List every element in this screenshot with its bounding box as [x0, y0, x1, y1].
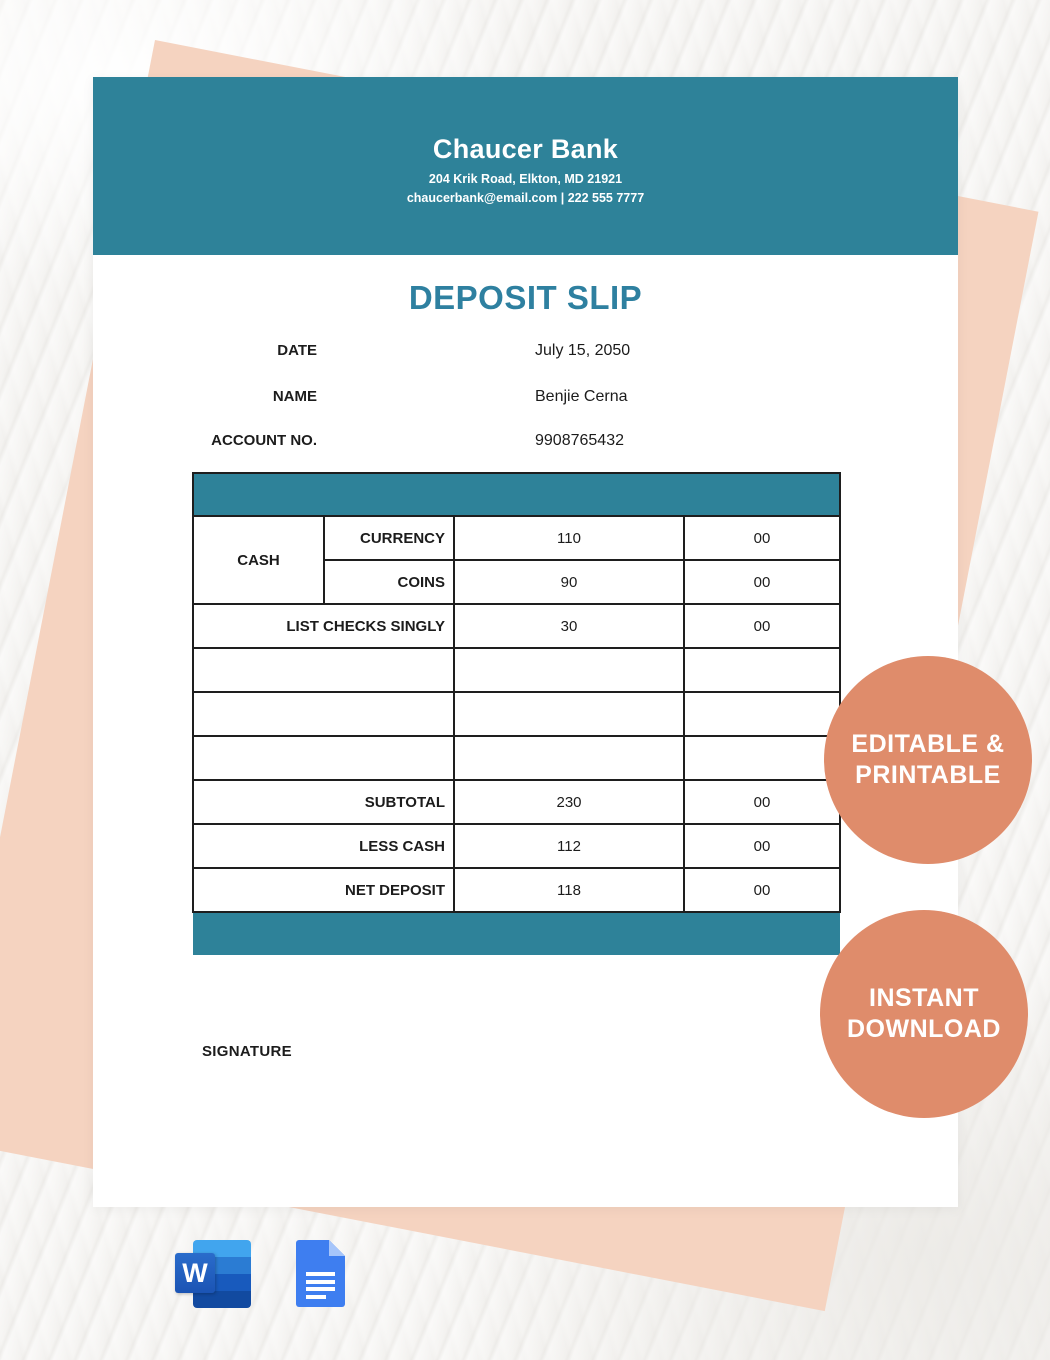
- table-row: [193, 824, 840, 868]
- row-amount: 30: [454, 604, 684, 648]
- page-title: DEPOSIT SLIP: [408, 279, 643, 316]
- word-letter-badge: W: [175, 1253, 215, 1293]
- table-row: [193, 868, 840, 912]
- name-value: Benjie Cerna: [535, 388, 628, 405]
- table-row: [193, 692, 840, 736]
- cash-group-label: CASH: [193, 516, 324, 604]
- row-label: CURRENCY: [324, 516, 454, 560]
- row-amount: [454, 692, 684, 736]
- row-cents: 00: [684, 516, 840, 560]
- field-row-date: [93, 342, 958, 362]
- google-docs-text-lines: [306, 1272, 335, 1299]
- field-row-account: [93, 432, 958, 452]
- field-row-name: [93, 388, 958, 408]
- account-value: 9908765432: [535, 432, 624, 449]
- badge-line: EDITABLE &: [851, 730, 1005, 758]
- bank-name: Chaucer Bank: [432, 134, 619, 164]
- name-label: NAME: [272, 388, 317, 405]
- table-row: [193, 780, 840, 824]
- date-label: DATE: [277, 342, 317, 359]
- table-row: [193, 736, 840, 780]
- row-label: [193, 736, 454, 780]
- badge-line: DOWNLOAD: [847, 1015, 1001, 1043]
- row-amount: 110: [454, 516, 684, 560]
- row-amount: 118: [454, 868, 684, 912]
- row-label: LIST CHECKS SINGLY: [193, 604, 454, 648]
- row-cents: [684, 648, 840, 692]
- row-label: NET DEPOSIT: [193, 868, 454, 912]
- badge-line: INSTANT: [869, 984, 979, 1012]
- row-cents: 00: [684, 824, 840, 868]
- row-cents: 00: [684, 868, 840, 912]
- row-label: [193, 648, 454, 692]
- google-docs-fold-corner: [329, 1240, 345, 1256]
- signature-label: SIGNATURE: [202, 1043, 292, 1060]
- row-amount: [454, 736, 684, 780]
- table-row: [193, 516, 840, 560]
- deposit-table: [192, 472, 841, 955]
- row-amount: 230: [454, 780, 684, 824]
- instant-download-badge: [820, 910, 1028, 1118]
- row-label: COINS: [324, 560, 454, 604]
- row-cents: 00: [684, 780, 840, 824]
- editable-printable-badge: [824, 656, 1032, 864]
- bank-address: 204 Krik Road, Elkton, MD 21921: [428, 172, 623, 186]
- row-cents: 00: [684, 604, 840, 648]
- table-footer-bar-cell: [193, 912, 840, 955]
- badge-line: PRINTABLE: [855, 761, 1001, 789]
- row-amount: 90: [454, 560, 684, 604]
- row-label: LESS CASH: [193, 824, 454, 868]
- bank-contact: chaucerbank@email.com | 222 555 7777: [406, 191, 645, 205]
- row-cents: 00: [684, 560, 840, 604]
- microsoft-word-icon[interactable]: [175, 1240, 251, 1308]
- google-docs-icon[interactable]: [296, 1240, 345, 1307]
- row-cents: [684, 736, 840, 780]
- row-label: [193, 692, 454, 736]
- row-amount: [454, 648, 684, 692]
- row-label: SUBTOTAL: [193, 780, 454, 824]
- table-header-bar: [193, 473, 840, 516]
- table-footer-bar: [193, 912, 840, 955]
- row-amount: 112: [454, 824, 684, 868]
- bank-header: [93, 77, 958, 255]
- date-value: July 15, 2050: [535, 342, 631, 359]
- table-row: [193, 604, 840, 648]
- row-cents: [684, 692, 840, 736]
- table-row: [193, 648, 840, 692]
- account-label: ACCOUNT NO.: [211, 432, 317, 449]
- table-header-bar-cell: [193, 473, 840, 516]
